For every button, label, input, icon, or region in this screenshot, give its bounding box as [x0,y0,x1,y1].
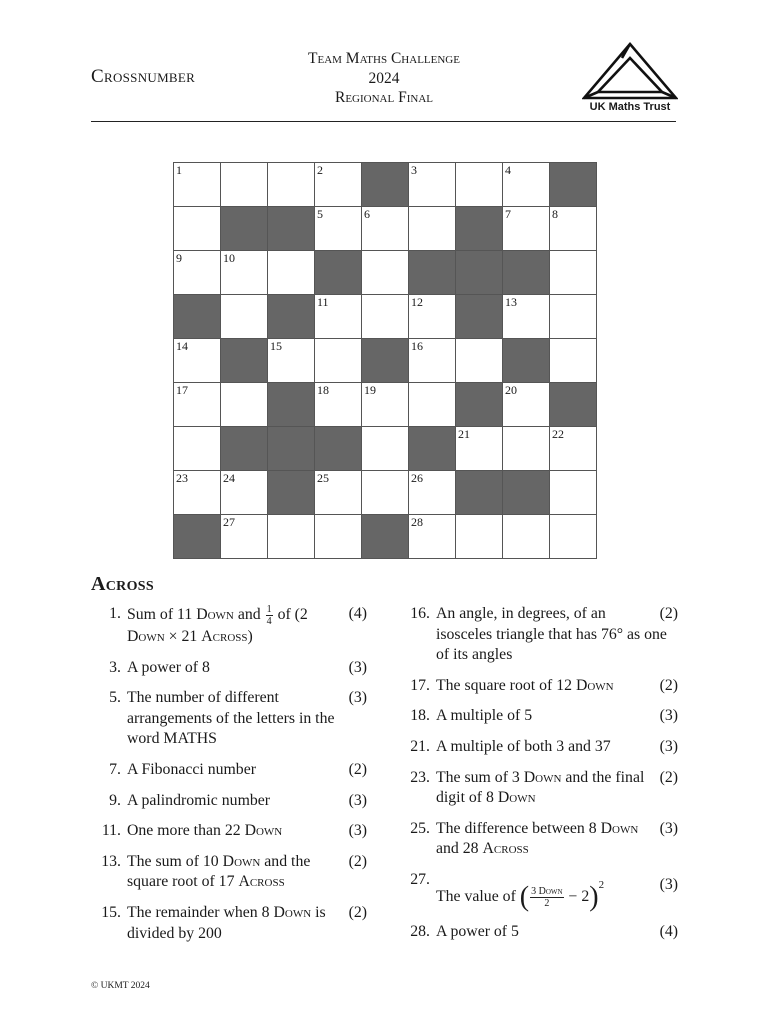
answer-length: (3) [659,819,678,837]
cell-number: 11 [317,295,329,309]
clue-item [400,819,678,860]
clue-item [91,658,367,679]
grid-cell[interactable] [409,515,456,559]
grid-cell-blocked [268,427,315,471]
grid-cell[interactable] [503,427,550,471]
grid-cell[interactable] [221,251,268,295]
cell-number: 7 [505,207,511,221]
grid-cell[interactable] [174,163,221,207]
grid-cell[interactable] [409,163,456,207]
grid-cell-blocked [503,339,550,383]
cell-number: 19 [364,383,376,397]
grid-cell[interactable] [174,427,221,471]
grid-cell-blocked [221,207,268,251]
grid-cell[interactable] [409,207,456,251]
grid-cell[interactable] [550,251,597,295]
grid-cell[interactable] [268,515,315,559]
answer-length: (3) [348,689,367,707]
clue-text: (3) A power of 8 [127,658,367,679]
grid-cell[interactable] [550,471,597,515]
cell-number: 25 [317,471,329,485]
cell-number: 21 [458,427,470,441]
grid-cell[interactable] [362,471,409,515]
grid-cell[interactable] [315,295,362,339]
clue-number: 25. [410,819,430,837]
grid-cell[interactable] [362,383,409,427]
grid-cell[interactable] [315,339,362,383]
clue-number: 18. [410,707,430,725]
grid-cell[interactable] [315,207,362,251]
clue-number: 17. [410,676,430,694]
grid-cell-blocked [409,427,456,471]
competition-header [250,49,518,108]
grid-cell-blocked [315,427,362,471]
grid-cell-blocked [268,207,315,251]
clue-item [91,903,367,944]
grid-cell[interactable] [550,339,597,383]
grid-cell-blocked [268,471,315,515]
clue-item [400,922,678,943]
grid-cell-blocked [268,383,315,427]
clue-text: (2) The sum of 3 Down and the final digit of 8 Down [436,768,678,807]
clue-text: (2) The remainder when 8 Down is divided by 200 [127,903,367,942]
clue-item [400,737,678,758]
grid-cell-blocked [456,383,503,427]
header-line-round: Regional Final [335,89,433,106]
grid-cell-blocked [221,427,268,471]
answer-length: (3) [659,707,678,725]
grid-cell-blocked [362,163,409,207]
clue-item [91,791,367,812]
clue-number: 3. [109,658,121,676]
cell-number: 13 [505,295,517,309]
answer-length: (3) [348,658,367,676]
cell-number: 4 [505,163,511,177]
grid-cell[interactable] [174,383,221,427]
cell-number: 17 [176,383,188,397]
answer-length: (3) [659,737,678,755]
grid-cell[interactable] [409,295,456,339]
grid-cell[interactable] [503,207,550,251]
clue-number: 7. [109,760,121,778]
clue-text: (3) A multiple of 5 [436,706,678,727]
grid-cell-blocked [550,383,597,427]
grid-cell[interactable] [550,427,597,471]
answer-length: (2) [659,676,678,694]
clue-number: 1. [109,605,121,622]
answer-length: (2) [348,760,367,778]
logo-text: UK Maths Trust [589,101,671,113]
grid-cell[interactable] [362,251,409,295]
cell-number: 23 [176,471,188,485]
answer-length: (2) [659,768,678,786]
grid-cell[interactable] [174,471,221,515]
grid-cell[interactable] [550,295,597,339]
clue-text: Sum of 11 Down and $\frac{1}{4}$ (4) of (2 Down × 21 Across) [127,604,367,645]
grid-cell-blocked [362,339,409,383]
grid-cell[interactable] [503,163,550,207]
grid-cell[interactable] [409,383,456,427]
grid-cell[interactable] [362,207,409,251]
grid-cell[interactable] [315,383,362,427]
header-line-year: 2024 [368,69,400,87]
clue-text: (3) A palindromic number [127,791,367,812]
grid-cell-blocked [221,339,268,383]
answer-length: (4) [659,922,678,940]
header-divider [91,121,676,122]
cell-number: 20 [505,383,517,397]
cell-number: 28 [411,515,423,529]
clue-number: 16. [410,605,430,622]
clue-number: 27. [410,870,430,888]
clue-text: (3) The value of ( $\frac{\text{3 Down}}{2}$ − 2)$^2$ [436,870,678,912]
clue-text: (2) An angle, in degrees, of an isosceles triangle that has 76° as one of its angles [436,605,678,664]
clue-number: 23. [410,768,430,786]
cell-number: 9 [176,251,182,265]
grid-cell[interactable] [456,427,503,471]
header-line-competition: Team Maths Challenge [308,50,460,67]
clues-column-left [91,604,367,954]
clue-number: 5. [109,689,121,707]
grid-cell-blocked [315,251,362,295]
clue-text: (2) A Fibonacci number [127,760,367,781]
grid-cell-blocked [503,251,550,295]
answer-length: (3) [348,791,367,809]
grid-cell[interactable] [456,515,503,559]
answer-length: (2) [348,903,367,921]
cell-number: 2 [317,163,323,177]
grid-cell-blocked [174,515,221,559]
across-heading: Across [91,573,154,595]
grid-cell[interactable] [268,339,315,383]
clue-text: (3) One more than 22 Down [127,821,367,842]
ukmt-logo [582,41,678,119]
grid-cell[interactable] [456,339,503,383]
grid-cell-blocked [409,251,456,295]
cell-number: 24 [223,471,235,485]
clue-number: 21. [410,737,430,755]
clue-text: (4) A power of 5 [436,922,678,943]
cell-number: 26 [411,471,423,485]
clue-text: (3) The number of different arrangements of the letters in the word MATHS [127,689,367,748]
clue-item [400,768,678,809]
grid-cell[interactable] [174,339,221,383]
clue-number: 11. [101,822,121,840]
answer-length: (4) [348,605,367,622]
clue-text: (3) The difference between 8 Down and 28 Across [436,819,678,858]
grid-cell-blocked [550,163,597,207]
clue-item [400,676,678,697]
clue-text: (2) The sum of 10 Down and the square root of 17 Across [127,852,367,891]
grid-cell[interactable] [221,383,268,427]
clue-item [400,706,678,727]
grid-cell-blocked [456,471,503,515]
grid-cell[interactable] [503,383,550,427]
clue-item [400,604,678,666]
grid-cell[interactable] [315,515,362,559]
cell-number: 5 [317,207,323,221]
grid-cell[interactable] [268,251,315,295]
grid-cell[interactable] [221,295,268,339]
cell-number: 10 [223,251,235,265]
grid-cell[interactable] [174,207,221,251]
clue-text: (3) A multiple of both 3 and 37 [436,737,678,758]
grid-cell[interactable] [503,515,550,559]
grid-cell[interactable] [409,339,456,383]
grid-cell[interactable] [550,207,597,251]
crossnumber-grid [173,162,597,559]
clue-number: 9. [109,791,121,809]
grid-cell[interactable] [550,515,597,559]
grid-cell[interactable] [221,515,268,559]
cell-number: 1 [176,163,182,177]
clue-number: 13. [101,852,121,870]
grid-cell[interactable] [362,295,409,339]
answer-length: (2) [659,605,678,622]
clue-item [400,870,678,912]
cell-number: 18 [317,383,329,397]
grid-cell[interactable] [315,163,362,207]
document-title: Crossnumber [91,66,196,87]
clue-text: (2) The square root of 12 Down [436,676,678,697]
clue-item [91,688,367,750]
grid-cell[interactable] [315,471,362,515]
grid-cell-blocked [456,295,503,339]
cell-number: 27 [223,515,235,529]
clues-column-right [400,604,678,953]
cell-number: 3 [411,163,417,177]
cell-number: 16 [411,339,423,353]
grid-cell[interactable] [503,295,550,339]
cell-number: 15 [270,339,282,353]
clue-item [91,604,367,648]
cell-number: 14 [176,339,188,353]
grid-cell[interactable] [362,427,409,471]
answer-length: (3) [348,822,367,840]
answer-length: (2) [348,852,367,870]
cell-number: 22 [552,427,564,441]
clue-number: 28. [410,922,430,940]
grid-cell-blocked [362,515,409,559]
cell-number: 12 [411,295,423,309]
grid-cell[interactable] [174,251,221,295]
grid-cell-blocked [456,251,503,295]
grid-cell[interactable] [221,471,268,515]
grid-cell[interactable] [409,471,456,515]
answer-length: (3) [659,875,678,893]
clue-item [91,760,367,781]
impossible-triangle-icon [582,41,678,101]
grid-cell[interactable] [221,163,268,207]
clue-item [91,821,367,842]
grid-cell-blocked [503,471,550,515]
grid-cell-blocked [456,207,503,251]
grid-cell-blocked [174,295,221,339]
cell-number: 8 [552,207,558,221]
clue-item [91,852,367,893]
grid-cell[interactable] [268,163,315,207]
cell-number: 6 [364,207,370,221]
grid-cell-blocked [268,295,315,339]
copyright-footer: © UKMT 2024 [91,981,150,991]
clue-number: 15. [101,903,121,921]
grid-cell[interactable] [456,163,503,207]
